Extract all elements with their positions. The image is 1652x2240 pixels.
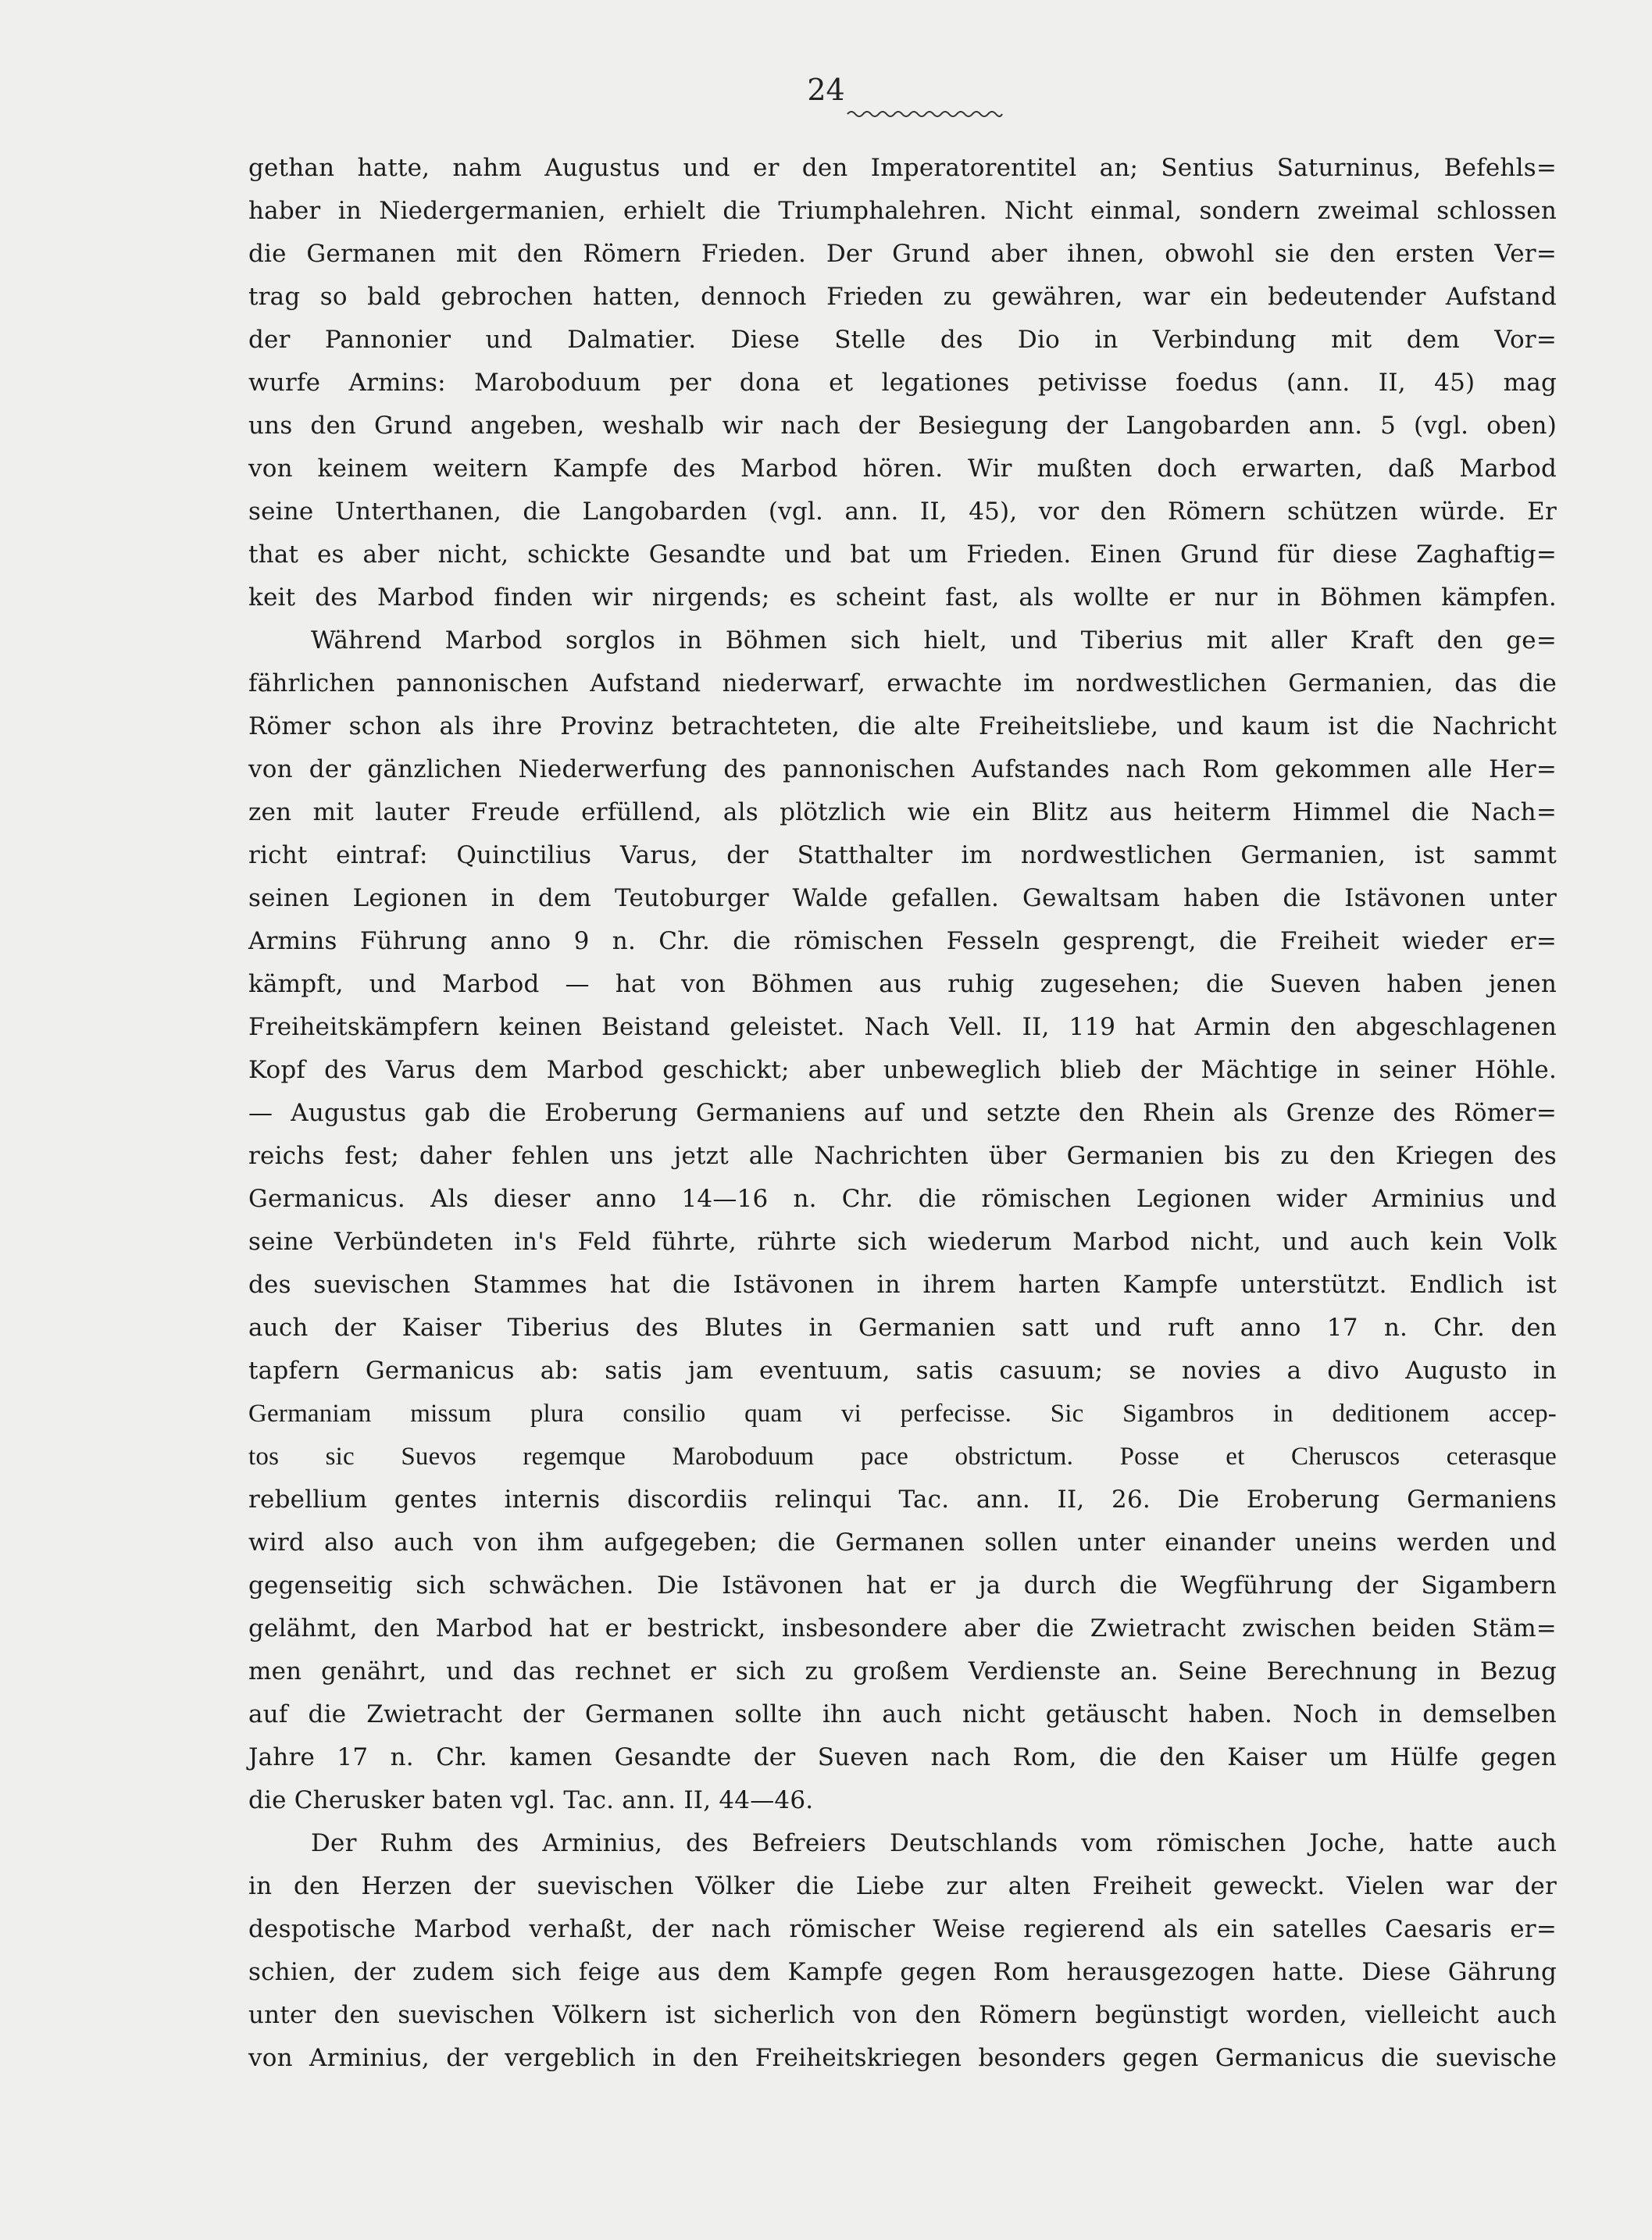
page-number: 24 — [807, 73, 845, 107]
text-line: von der gänzlichen Niederwerfung des pannonischen Aufstandes nach Rom gekommen alle Her= — [248, 755, 1557, 783]
text-line: gelähmt, den Marbod hat er bestrickt, insbesondere aber die Zwietracht zwischen beiden Stäm= — [248, 1614, 1557, 1643]
paragraph-end-line: die Cherusker baten vgl. Tac. ann. II, 44—46. — [248, 1786, 814, 1814]
text-line: wird also auch von ihm aufgegeben; die Germanen sollen unter einander uneins werden und — [248, 1528, 1557, 1557]
text-line: reichs fest; daher fehlen uns jetzt alle Nachrichten über Germanien bis zu den Kriegen des — [248, 1142, 1557, 1170]
text-line: seine Verbündeten in's Feld führte, rührte sich wiederum Marbod nicht, und auch kein Volk — [248, 1228, 1557, 1256]
text-line: despotische Marbod verhaßt, der nach römischer Weise regierend als ein satelles Caesaris er= — [248, 1915, 1557, 1943]
text-line: rebellium gentes internis discordiis relinqui Tac. ann. II, 26. Die Eroberung Germaniens — [248, 1486, 1557, 1514]
text-line: Germanicus. Als dieser anno 14—16 n. Chr. die römischen Legionen wider Arminius und — [248, 1185, 1557, 1213]
text-line: gethan hatte, nahm Augustus und er den Imperatorentitel an; Sentius Saturninus, Befehls= — [248, 154, 1557, 182]
text-line: kämpft, und Marbod — hat von Böhmen aus ruhig zugesehen; die Sueven haben jenen — [248, 970, 1557, 998]
latin-quote-line: Germaniam missum plura consilio quam vi perfecisse. Sic Sigambros in deditionem accep- — [248, 1400, 1557, 1428]
text-line: Freiheitskämpfern keinen Beistand geleistet. Nach Vell. II, 119 hat Armin den abgeschlagenen — [248, 1013, 1557, 1041]
text-line: Armins Führung anno 9 n. Chr. die römischen Fesseln gesprengt, die Freiheit wieder er= — [248, 927, 1557, 955]
text-line: richt eintraf: Quinctilius Varus, der Statthalter im nordwestlichen Germanien, ist sammt — [248, 841, 1557, 869]
text-line: schien, der zudem sich feige aus dem Kampfe gegen Rom herausgezogen hatte. Diese Gährung — [248, 1958, 1557, 1986]
text-line: der Pannonier und Dalmatier. Diese Stelle des Dio in Verbindung mit dem Vor= — [248, 326, 1557, 354]
text-line: auf die Zwietracht der Germanen sollte ihn auch nicht getäuscht haben. Noch in demselben — [248, 1700, 1557, 1728]
text-line: von Arminius, der vergeblich in den Freiheitskriegen besonders gegen Germanicus die suevische — [248, 2044, 1557, 2072]
text-line: that es aber nicht, schickte Gesandte und bat um Frieden. Einen Grund für diese Zaghaftig= — [248, 540, 1557, 569]
text-line: gegenseitig sich schwächen. Die Istävonen hat er ja durch die Wegführung der Sigambern — [248, 1571, 1557, 1600]
body-text — [248, 147, 1557, 2072]
text-line: haber in Niedergermanien, erhielt die Triumphalehren. Nicht einmal, sondern zweimal schlossen — [248, 197, 1557, 225]
text-line: trag so bald gebrochen hatten, dennoch Frieden zu gewähren, war ein bedeutender Aufstand — [248, 283, 1557, 311]
text-line: wurfe Armins: Maroboduum per dona et legationes petivisse foedus (ann. II, 45) mag — [248, 369, 1557, 397]
text-line: Römer schon als ihre Provinz betrachteten, die alte Freiheitsliebe, und kaum ist die Nachricht — [248, 712, 1557, 740]
text-line: seinen Legionen in dem Teutoburger Walde gefallen. Gewaltsam haben die Istävonen unter — [248, 884, 1557, 912]
text-line: in den Herzen der suevischen Völker die Liebe zur alten Freiheit geweckt. Vielen war der — [248, 1872, 1557, 1900]
text-line: seine Unterthanen, die Langobarden (vgl. ann. II, 45), vor den Römern schützen würde. Er — [248, 498, 1557, 526]
text-line: die Germanen mit den Römern Frieden. Der Grund aber ihnen, obwohl sie den ersten Ver= — [248, 240, 1557, 268]
text-line: zen mit lauter Freude erfüllend, als plötzlich wie ein Blitz aus heiterm Himmel die Nach= — [248, 798, 1557, 826]
text-line: unter den suevischen Völkern ist sicherlich von den Römern begünstigt worden, vielleicht auch — [248, 2001, 1557, 2029]
text-line: des suevischen Stammes hat die Istävonen in ihrem harten Kampfe unterstützt. Endlich ist — [248, 1271, 1557, 1299]
paragraph-start-line: Der Ruhm des Arminius, des Befreiers Deutschlands vom römischen Joche, hatte auch — [311, 1829, 1557, 1857]
text-line: — Augustus gab die Eroberung Germaniens auf und setzte den Rhein als Grenze des Römer= — [248, 1099, 1557, 1127]
text-line: fährlichen pannonischen Aufstand niederwarf, erwachte im nordwestlichen Germanien, das die — [248, 669, 1557, 697]
text-line: Jahre 17 n. Chr. kamen Gesandte der Sueven nach Rom, die den Kaiser um Hülfe gegen — [248, 1743, 1557, 1771]
text-line: von keinem weitern Kampfe des Marbod hören. Wir mußten doch erwarten, daß Marbod — [248, 455, 1557, 483]
text-line: uns den Grund angeben, weshalb wir nach der Besiegung der Langobarden ann. 5 (vgl. oben) — [248, 412, 1557, 440]
text-line: tapfern Germanicus ab: satis jam eventuum, satis casuum; se novies a divo Augusto in — [248, 1357, 1557, 1385]
latin-quote-line: tos sic Suevos regemque Maroboduum pace obstrictum. Posse et Cheruscos ceterasque — [248, 1443, 1557, 1471]
text-line: men genährt, und das rechnet er sich zu großem Verdienste an. Seine Berechnung in Bezug — [248, 1657, 1557, 1685]
text-line: Kopf des Varus dem Marbod geschickt; aber unbeweglich blieb der Mächtige in seiner Höhle. — [248, 1056, 1557, 1084]
text-line: auch der Kaiser Tiberius des Blutes in Germanien satt und ruft anno 17 n. Chr. den — [248, 1314, 1557, 1342]
paragraph-start-line: Während Marbod sorglos in Böhmen sich hielt, und Tiberius mit aller Kraft den ge= — [311, 626, 1557, 655]
ornament-wavy-line — [847, 108, 1002, 119]
text-line: keit des Marbod finden wir nirgends; es scheint fast, als wollte er nur in Böhmen kämpfen. — [248, 583, 1557, 612]
